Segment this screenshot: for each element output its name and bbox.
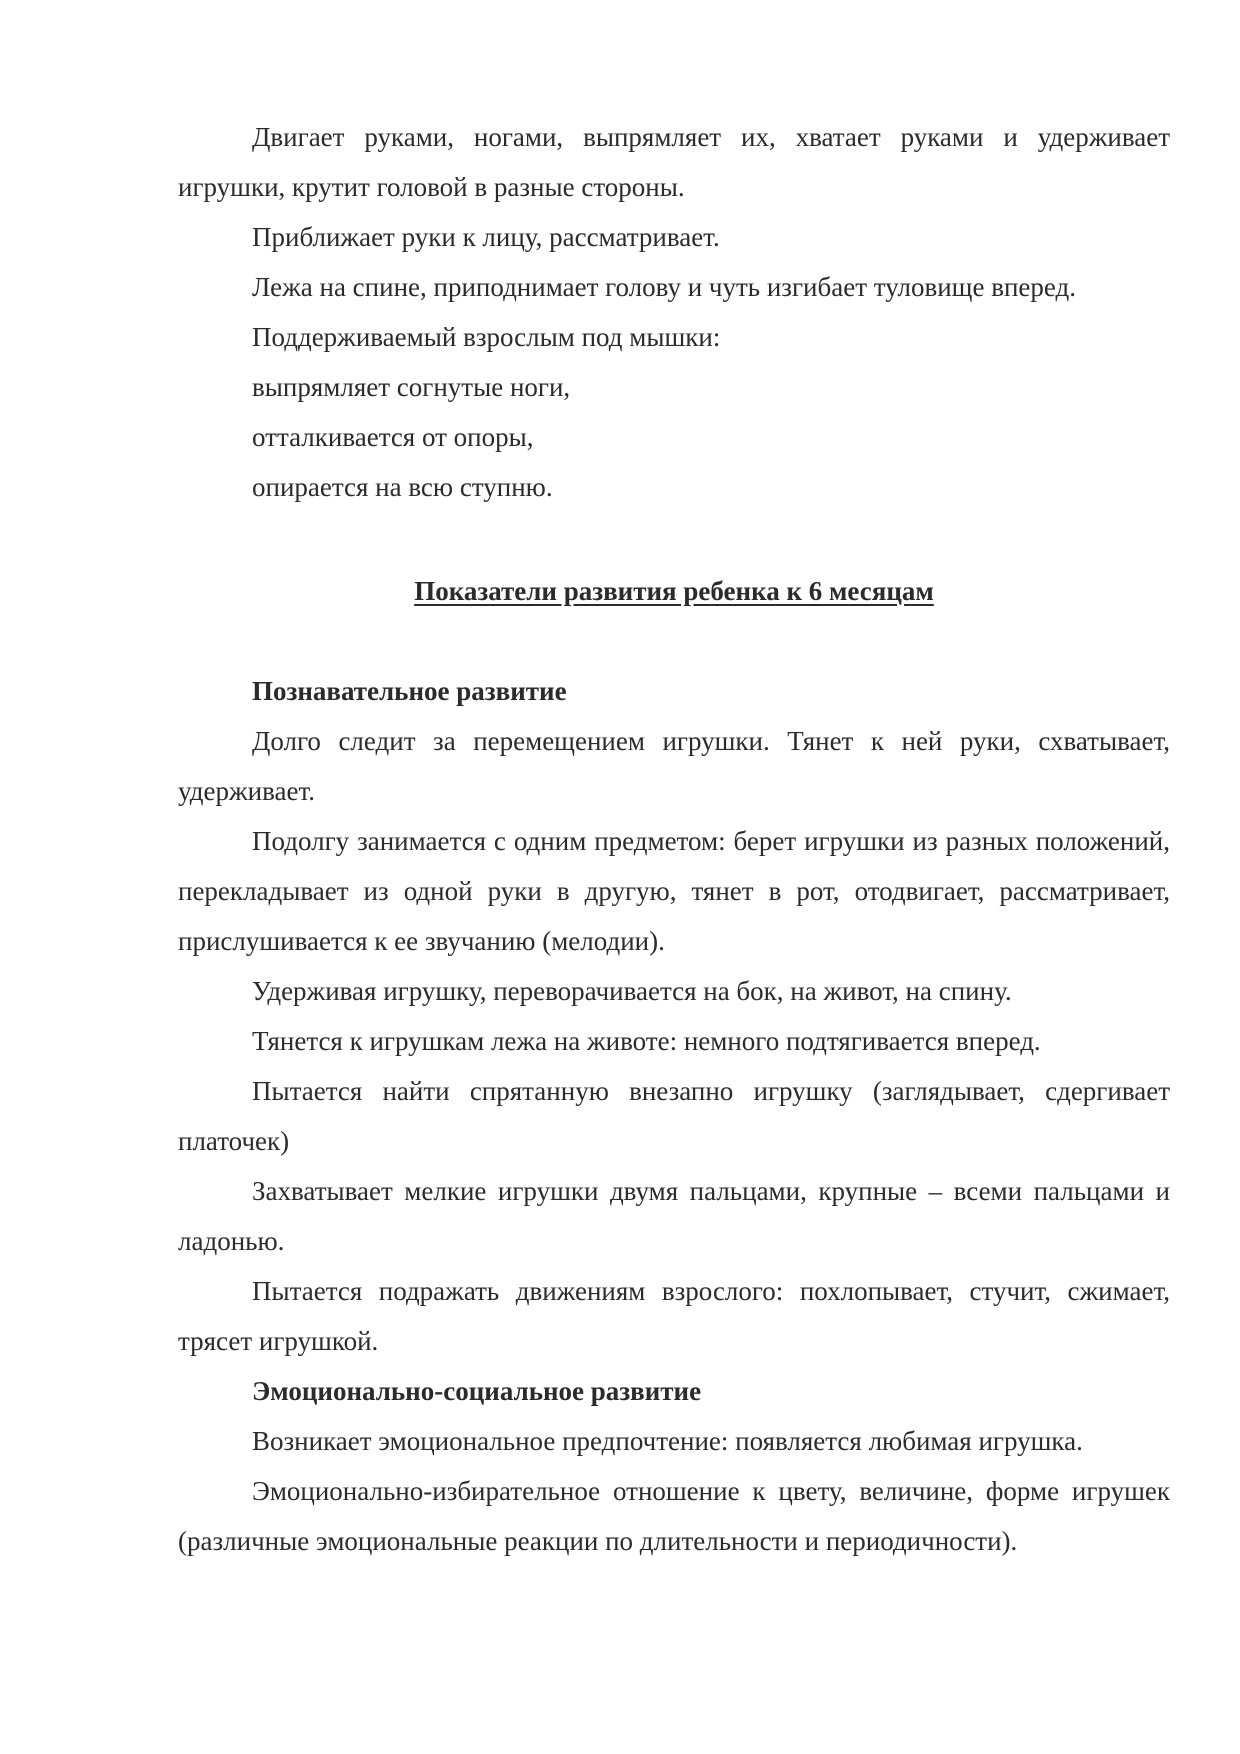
- paragraph: Долго следит за перемещением игрушки. Тянет к ней руки, схватывает, удерживает.: [178, 726, 1170, 806]
- paragraph: Эмоционально-избирательное отношение к цвету, величине, форме игрушек (различные эмоциональные реакции по длительности и периодичности).: [178, 1476, 1170, 1556]
- motor-development-list: [178, 112, 1170, 512]
- list-item: отталкивается от опоры,: [252, 422, 534, 452]
- paragraph: Приближает руки к лицу, рассматривает.: [252, 222, 720, 252]
- cognitive-heading: Познавательное развитие: [252, 676, 567, 706]
- paragraph: Пытается подражать движениям взрослого: похлопывает, стучит, сжимает, трясет игрушкой.: [178, 1276, 1170, 1356]
- list-item: выпрямляет согнутые ноги,: [252, 372, 571, 402]
- paragraph: Тянется к игрушкам лежа на животе: немного подтягивается вперед.: [252, 1026, 1041, 1056]
- list-item: опирается на всю ступню.: [252, 472, 553, 502]
- development-sections: [178, 666, 1170, 1566]
- section-title: Показатели развития ребенка к 6 месяцам: [414, 576, 934, 606]
- paragraph: Двигает руками, ногами, выпрямляет их, хватает руками и удерживает игрушки, крутит головой в разные стороны.: [178, 122, 1170, 202]
- paragraph: Удерживая игрушку, переворачивается на бок, на живот, на спину.: [252, 976, 1012, 1006]
- paragraph: Подолгу занимается с одним предметом: берет игрушки из разных положений, перекладывает из одной руки в другую, тянет в рот, отодвигает, рассматривает, прислушивается к ее звучанию (мелодии).: [178, 826, 1170, 956]
- paragraph: Захватывает мелкие игрушки двумя пальцами, крупные – всеми пальцами и ладонью.: [178, 1176, 1170, 1256]
- paragraph: Возникает эмоциональное предпочтение: появляется любимая игрушка.: [252, 1426, 1083, 1456]
- paragraph: Пытается найти спрятанную внезапно игрушку (заглядывает, сдергивает платочек): [178, 1076, 1170, 1156]
- paragraph: Поддерживаемый взрослым под мышки:: [252, 322, 721, 352]
- paragraph: Лежа на спине, приподнимает голову и чуть изгибает туловище вперед.: [252, 272, 1077, 302]
- emotional-heading: Эмоционально-социальное развитие: [252, 1376, 702, 1406]
